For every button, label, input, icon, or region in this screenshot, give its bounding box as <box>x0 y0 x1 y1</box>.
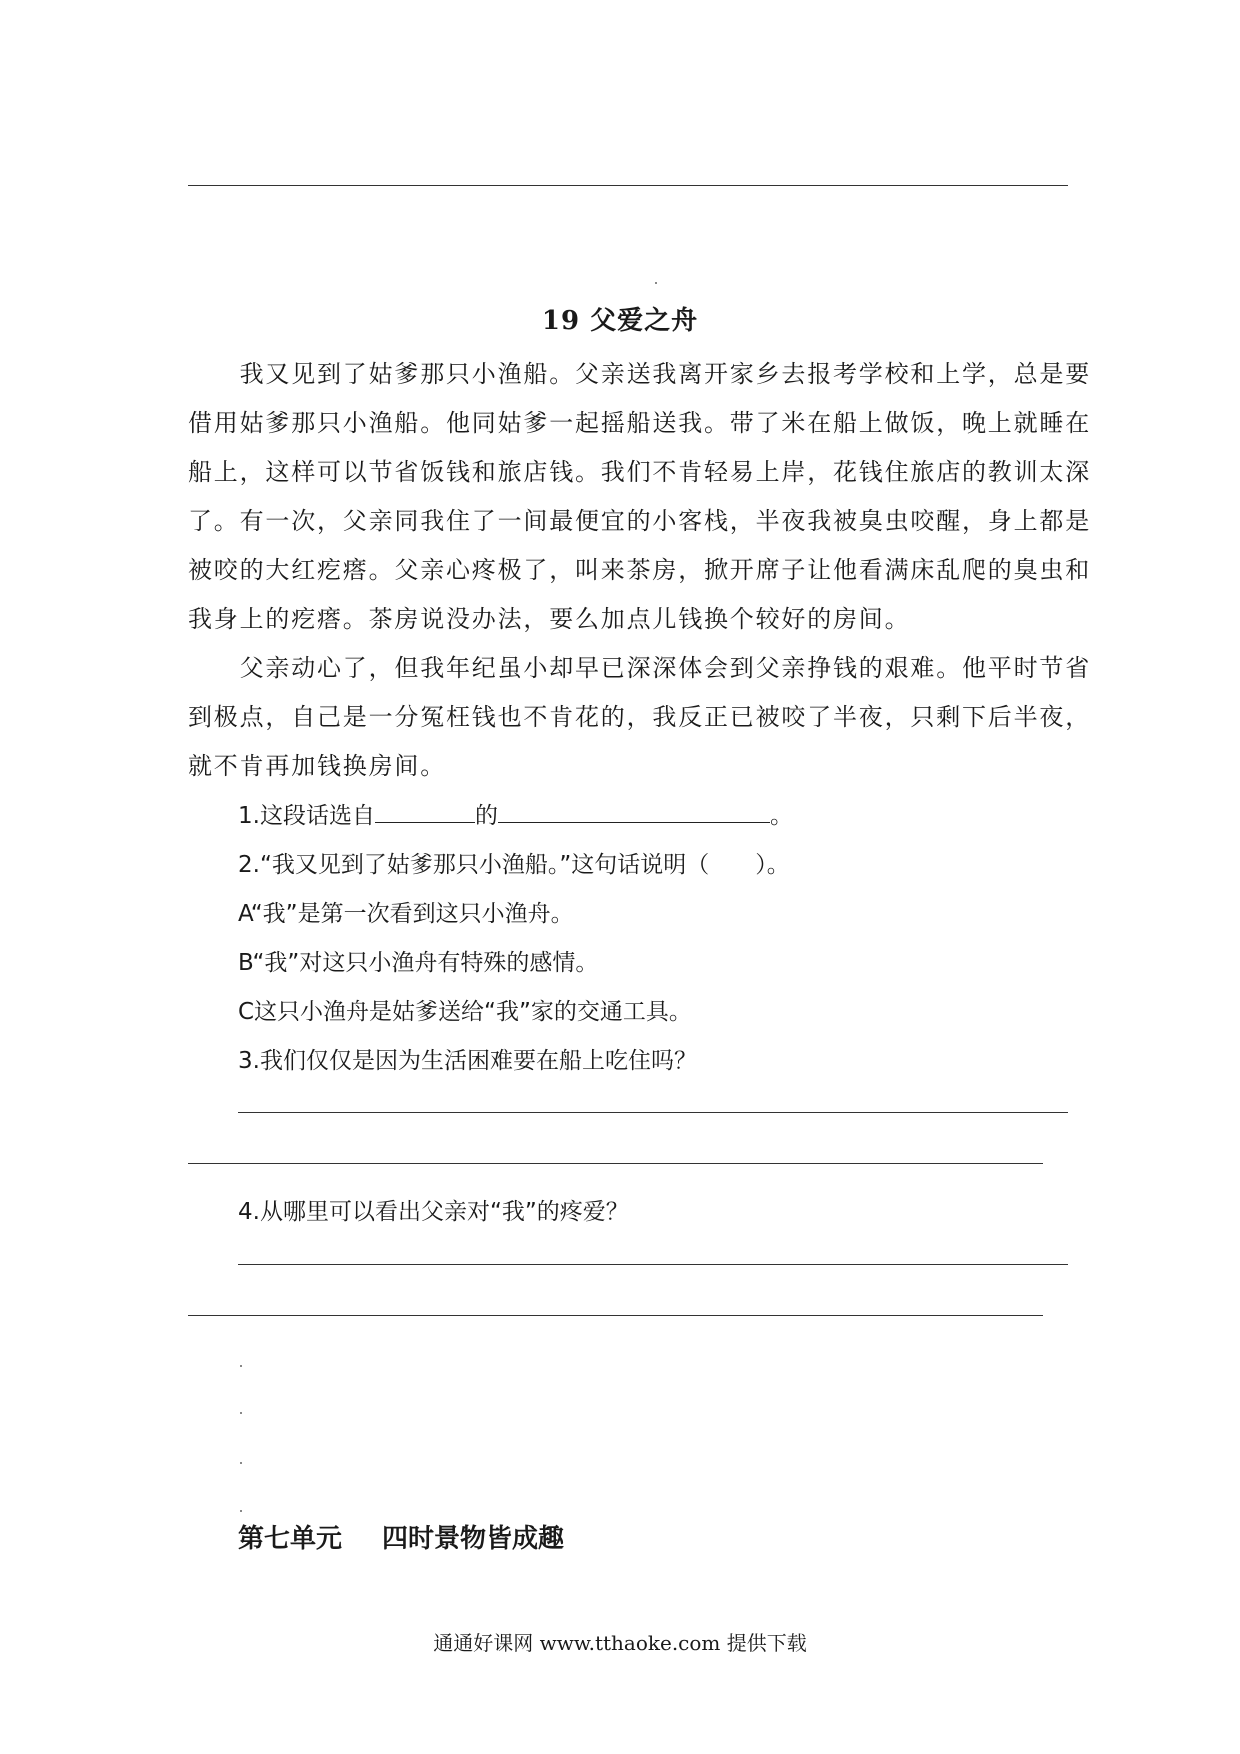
answer-line-q3-1[interactable] <box>238 1112 1068 1113</box>
passage-line: 被咬的大红疙瘩。父亲心疼极了，叫来茶房，掀开席子让他看满床乱爬的臭虫和 <box>188 556 1091 584</box>
passage-line: 就不肯再加钱换房间。 <box>188 752 446 780</box>
option-a: A“我”是第一次看到这只小渔舟。 <box>238 901 574 927</box>
passage-line: 借用姑爹那只小渔船。他同姑爹一起摇船送我。带了米在船上做饭，晚上就睡在 <box>188 409 1091 437</box>
passage-line: 我又见到了姑爹那只小渔船。父亲送我离开家乡去报考学校和上学，总是要 <box>188 360 1091 388</box>
scan-speck <box>240 1365 242 1367</box>
answer-line-q3-2[interactable] <box>188 1163 1043 1164</box>
page-footer: 通通好课网 www.tthaoke.com 提供下载 <box>433 1631 807 1655</box>
question-1-suffix: 。 <box>769 803 793 829</box>
unit-theme: 四时景物皆成趣 <box>382 1524 565 1554</box>
answer-blank-work[interactable] <box>498 800 770 823</box>
scan-speck <box>240 1510 242 1512</box>
answer-line-q4-2[interactable] <box>188 1315 1043 1316</box>
option-b: B“我”对这只小渔舟有特殊的感情。 <box>238 950 599 976</box>
passage-line: 到极点，自己是一分冤枉钱也不肯花的，我反正已被咬了半夜，只剩下后半夜， <box>188 703 1091 731</box>
question-1-mid: 的 <box>474 803 498 829</box>
question-4: 4.从哪里可以看出父亲对“我”的疼爱？ <box>238 1199 629 1225</box>
question-1 <box>238 797 793 831</box>
passage-line: 我身上的疙瘩。茶房说没办法，要么加点儿钱换个较好的房间。 <box>188 605 911 633</box>
answer-line-q4-1[interactable] <box>238 1264 1068 1265</box>
passage-line: 船上，这样可以节省饭钱和旅店钱。我们不肯轻易上岸，花钱住旅店的教训太深 <box>188 458 1091 486</box>
unit-heading <box>238 1518 564 1555</box>
question-3: 3.我们仅仅是因为生活困难要在船上吃住吗？ <box>238 1048 697 1074</box>
answer-line-top <box>188 185 1068 186</box>
question-1-prefix: 1.这段话选自 <box>238 803 375 829</box>
passage-line: 了。有一次，父亲同我住了一间最便宜的小客栈，半夜我被臭虫咬醒，身上都是 <box>188 507 1091 535</box>
lesson-title: 19 父爱之舟 <box>541 306 699 336</box>
question-2: 2.“我又见到了姑爹那只小渔船。”这句话说明（ ）。 <box>238 852 790 878</box>
option-c: C这只小渔舟是姑爹送给“我”家的交通工具。 <box>238 999 692 1025</box>
scan-speck <box>240 1412 242 1414</box>
passage-line: 父亲动心了，但我年纪虽小却早已深深体会到父亲挣钱的艰难。他平时节省 <box>188 654 1091 682</box>
scan-speck <box>240 1462 242 1464</box>
answer-blank-source[interactable] <box>375 800 475 823</box>
scan-speck <box>655 282 657 284</box>
unit-label: 第七单元 <box>238 1524 343 1554</box>
